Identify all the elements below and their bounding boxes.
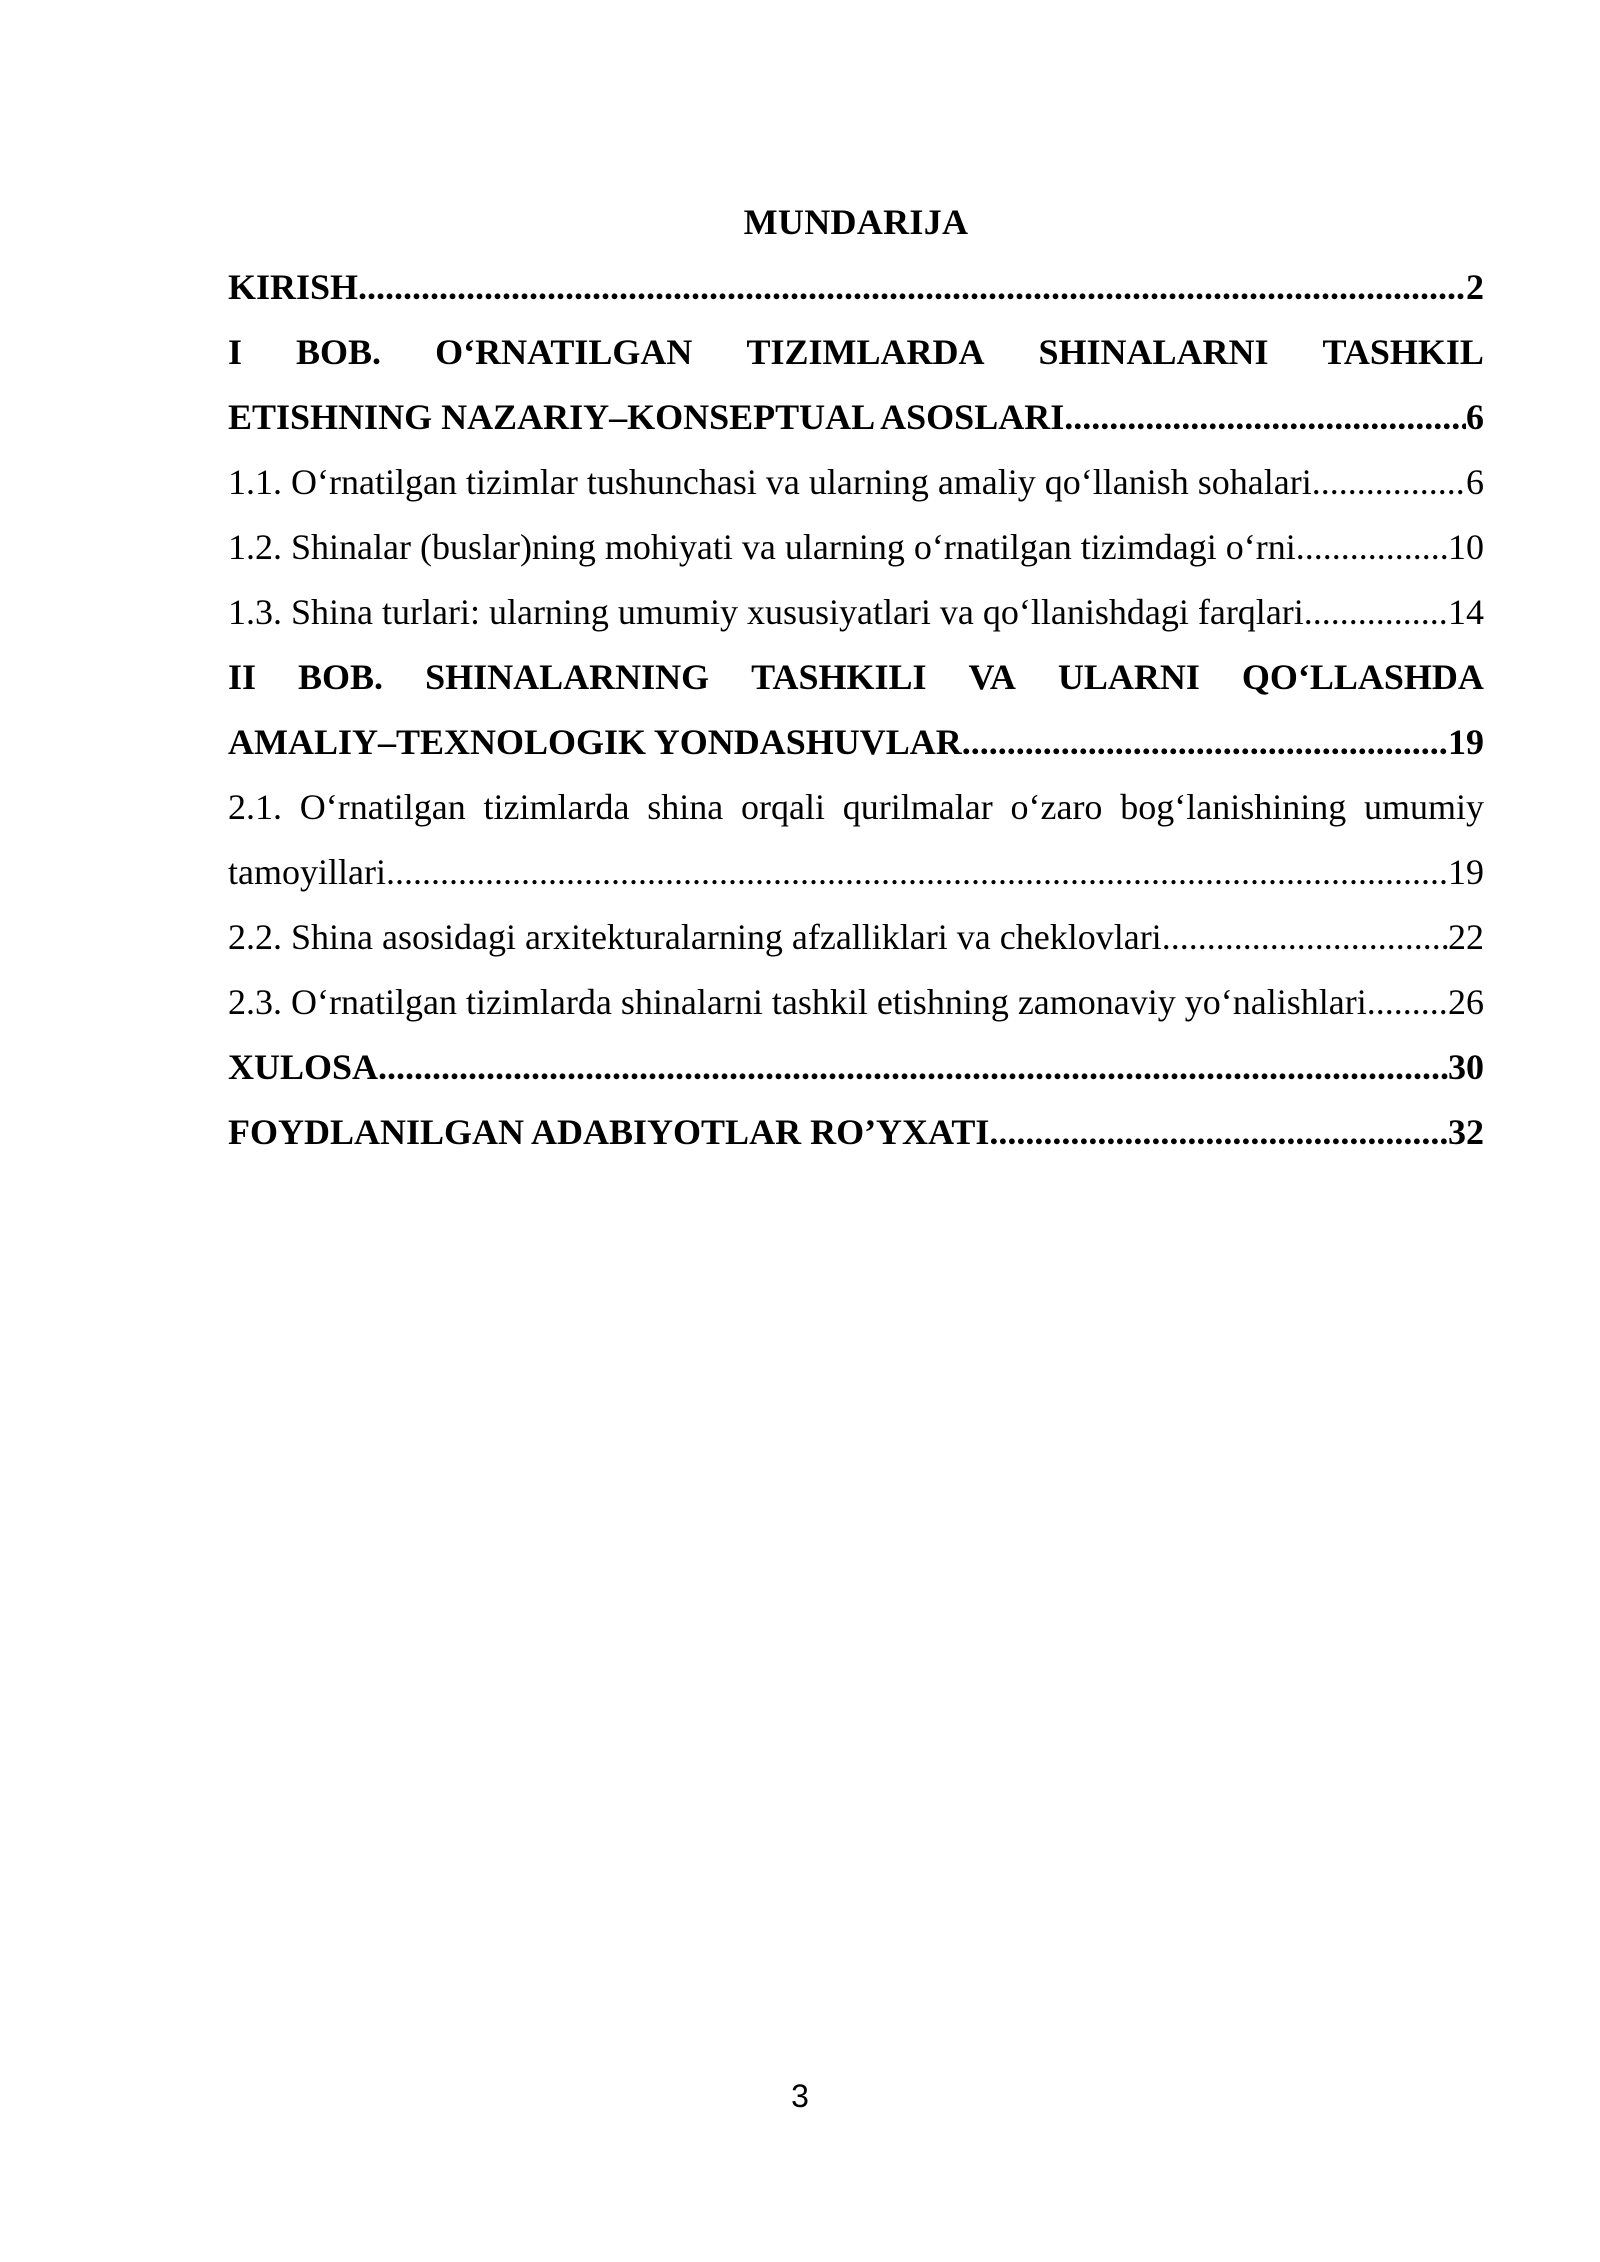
dot-leader [989,1100,1448,1165]
toc-entry-first-line: 2.1. O‘rnatilgan tizimlarda shina orqali qurilmalar o‘zaro bog‘lanishining umumiy [228,787,1484,827]
toc-entry-title: FOYDLANILGAN ADABIYOTLAR RO’YXATI [228,1112,990,1152]
dot-leader [1367,970,1448,1035]
toc-entry-first-line: I BOB. O‘RNATILGAN TIZIMLARDA SHINALARNI TASHKIL [228,332,1484,372]
toc-entry[interactable] [228,580,1484,645]
toc-entry-title: 1.3. Shina turlari: ularning umumiy xususiyatlari va qo‘llanishdagi farqlari [228,592,1304,632]
dot-leader [358,255,1466,320]
dot-leader [1304,580,1448,645]
dot-leader [1296,515,1448,580]
toc-title: MUNDARIJA [743,202,969,242]
toc-entry-page: 6 [1466,462,1484,502]
toc-entry[interactable] [228,905,1484,970]
toc-entry-page: 30 [1448,1047,1484,1087]
toc-entry-title: 1.2. Shinalar (buslar)ning mohiyati va ularning o‘rnatilgan tizimdagi o‘rni [228,527,1296,567]
toc-entry-row [228,710,1484,775]
toc-entries [228,255,1484,1165]
toc-entry-page: 10 [1448,527,1484,567]
toc-entry-row [228,970,1484,1035]
toc-entry-row [228,1100,1484,1165]
toc-entry[interactable] [228,320,1484,450]
toc-entry-row [228,385,1484,450]
toc-entry-page: 32 [1448,1112,1484,1152]
toc-entry-title: 1.1. O‘rnatilgan tizimlar tushunchasi va ularning amaliy qo‘llanish sohalari [228,462,1312,502]
toc-entry-row [228,580,1484,645]
toc-entry-title: 2.2. Shina asosidagi arxitekturalarning afzalliklari va cheklovlari [228,917,1162,957]
toc-entry[interactable] [228,645,1484,775]
toc-entry[interactable] [228,1035,1484,1100]
toc-entry-page: 6 [1466,397,1484,437]
toc-entry[interactable] [228,970,1484,1035]
toc-entry-title: AMALIY–TEXNOLOGIK YONDASHUVLAR [228,722,962,762]
table-of-contents [228,190,1484,1165]
toc-entry-page: 14 [1448,592,1484,632]
toc-entry-first-line: II BOB. SHINALARNING TASHKILI VA ULARNI QO‘LLASHDA [228,657,1484,697]
toc-entry-row [228,840,1484,905]
dot-leader [962,710,1448,775]
toc-entry-row [228,515,1484,580]
toc-entry-title: XULOSA [228,1047,379,1087]
toc-entry[interactable] [228,450,1484,515]
toc-entry-page: 26 [1448,982,1484,1022]
toc-entry[interactable] [228,255,1484,320]
page-number: 3 [791,2078,809,2114]
toc-entry-page: 2 [1466,267,1484,307]
dot-leader [378,1035,1448,1100]
toc-entry-page: 22 [1448,917,1484,957]
toc-entry[interactable] [228,1100,1484,1165]
toc-entry-row [228,255,1484,320]
dot-leader [386,840,1448,905]
toc-entry-title: KIRISH [228,267,359,307]
toc-entry-row [228,905,1484,970]
toc-entry-row [228,1035,1484,1100]
dot-leader [1162,905,1448,970]
toc-entry[interactable] [228,775,1484,905]
toc-entry-title: ETISHNING NAZARIY–KONSEPTUAL ASOSLARI [228,397,1065,437]
toc-entry-title: 2.3. O‘rnatilgan tizimlarda shinalarni tashkil etishning zamonaviy yo‘nalishlari [228,982,1367,1022]
toc-entry[interactable] [228,515,1484,580]
dot-leader [1312,450,1466,515]
toc-entry-title: tamoyillari [228,852,386,892]
toc-entry-page: 19 [1448,722,1484,762]
dot-leader [1064,385,1466,450]
toc-entry-row [228,450,1484,515]
toc-entry-page: 19 [1448,852,1484,892]
